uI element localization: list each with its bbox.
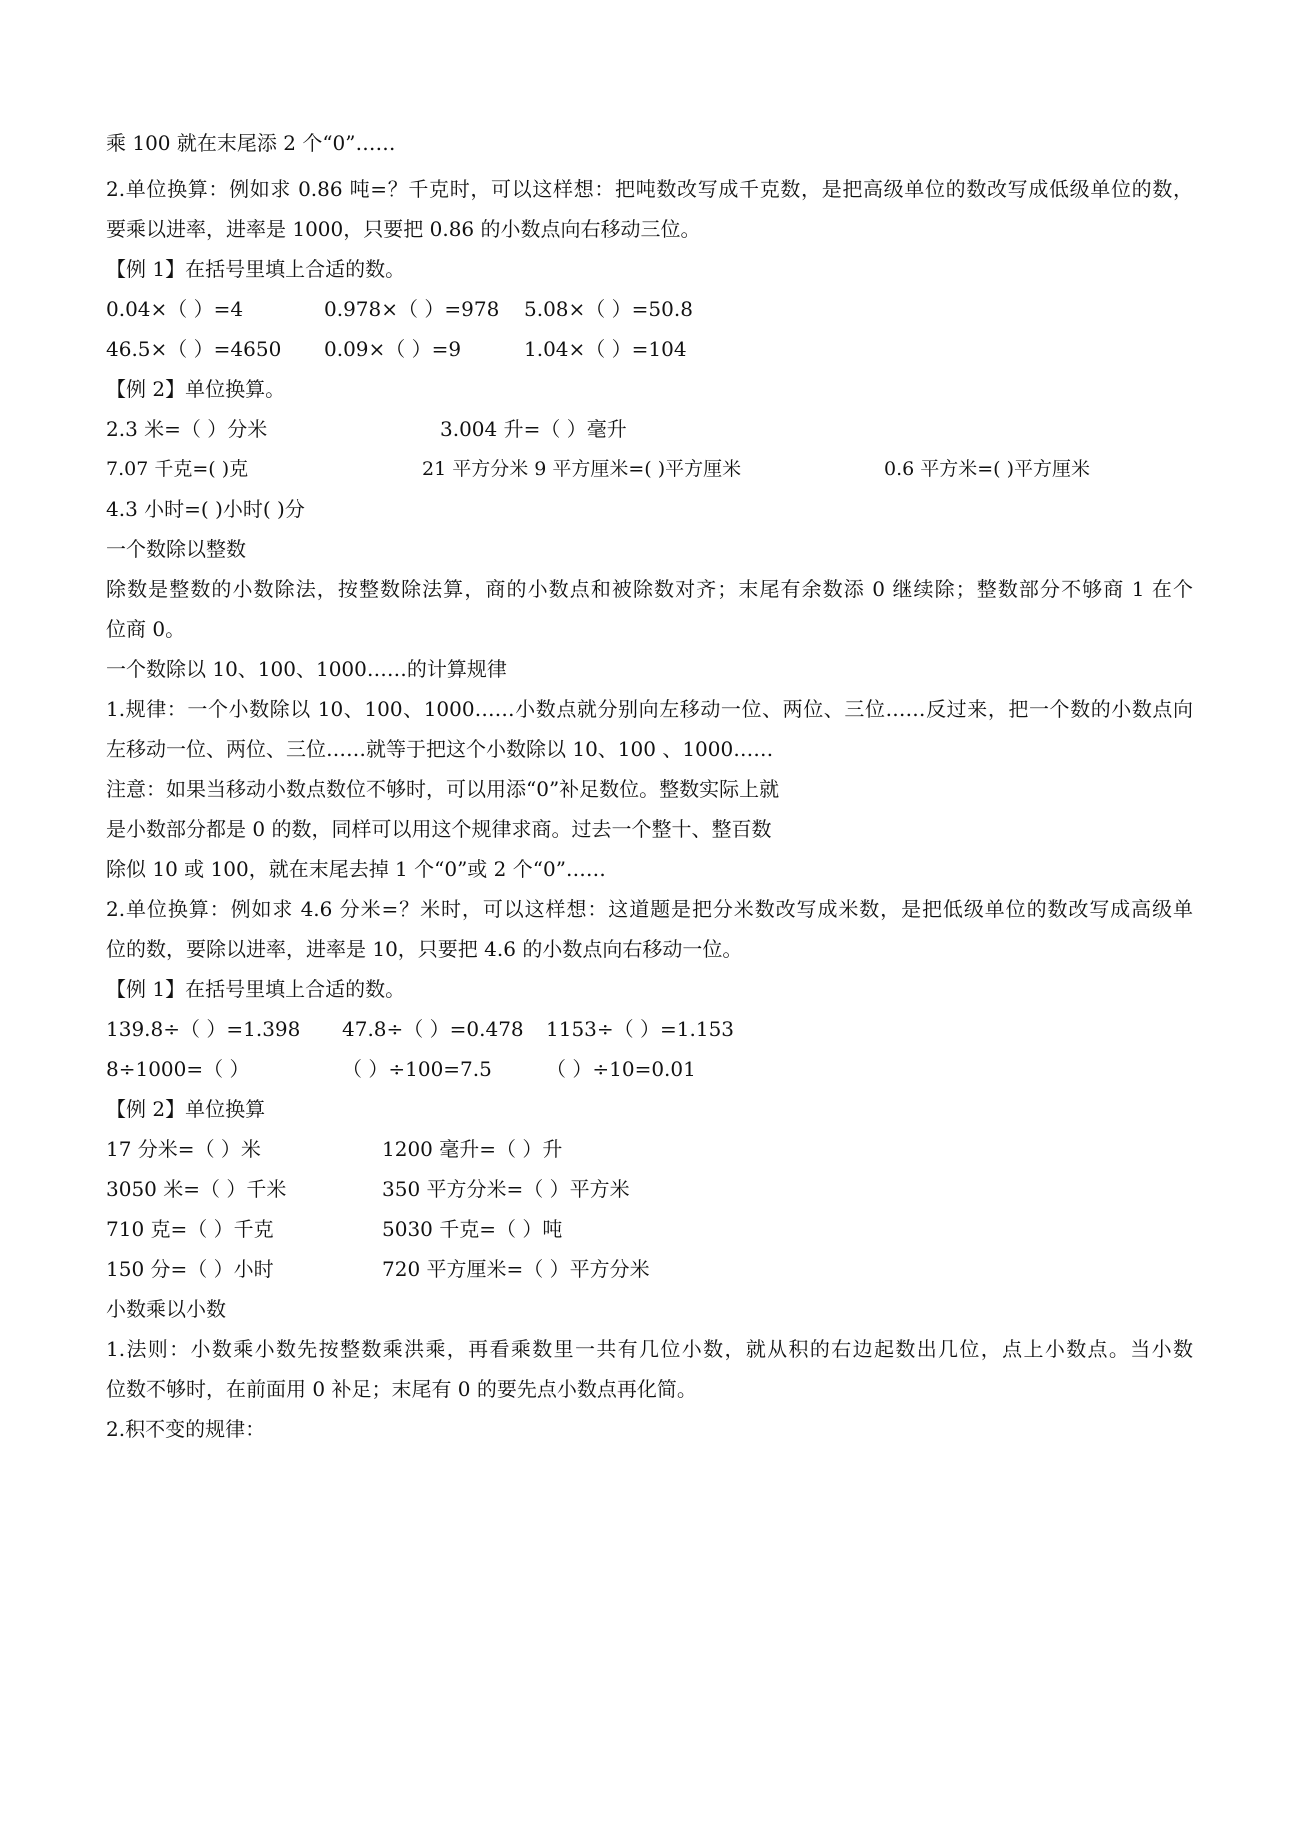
example-heading: 【例 1】在括号里填上合适的数。 <box>106 977 406 1001</box>
exercise-item: 0.04×（ ）=4 <box>106 297 244 321</box>
exercise-row <box>106 1256 1193 1282</box>
text-line: 要乘以进率，进率是 1000，只要把 0.86 的小数点向右移动三位。 <box>106 217 701 241</box>
example-heading: 【例 1】在括号里填上合适的数。 <box>106 257 406 281</box>
exercise-row <box>106 1016 1193 1042</box>
exercise-item: 47.8÷（ ）=0.478 <box>342 1017 524 1041</box>
text-line: 1.法则：小数乘小数先按整数乘洪乘，再看乘数里一共有几位小数，就从积的右边起数出几位，点上小数点。当小数 <box>106 1337 1193 1361</box>
exercise-item: 7.07 千克=( )克 <box>106 458 249 480</box>
exercise-item: 350 平方分米=（ ）平方米 <box>382 1177 630 1201</box>
text-line: 位的数，要除以进率，进率是 10，只要把 4.6 的小数点向右移动一位。 <box>106 937 743 961</box>
exercise-row <box>106 1136 1193 1162</box>
exercise-item: 1.04×（ ）=104 <box>524 337 687 361</box>
text-line: 1.规律：一个小数除以 10、100、1000……小数点就分别向左移动一位、两位、三位……反过来，把一个数的小数点向 <box>106 697 1193 721</box>
text-line: 是小数部分都是 0 的数，同样可以用这个规律求商。过去一个整十、整百数 <box>106 817 772 841</box>
section-heading: 小数乘以小数 <box>106 1297 226 1321</box>
exercise-item: 0.09×（ ）=9 <box>324 337 462 361</box>
exercise-row <box>106 1216 1193 1242</box>
text-line: 乘 100 就在末尾添 2 个“0”…… <box>106 131 396 155</box>
exercise-item: 17 分米=（ ）米 <box>106 1137 261 1161</box>
text-line: 左移动一位、两位、三位……就等于把这个小数除以 10、100 、1000…… <box>106 737 774 761</box>
text-line: 2.单位换算：例如求 0.86 吨=？千克时，可以这样想：把吨数改写成千克数，是把高级单位的数改写成低级单位的数， <box>106 177 1193 201</box>
exercise-item: 8÷1000=（ ） <box>106 1057 250 1081</box>
exercise-item: 0.6 平方米=( )平方厘米 <box>884 458 1091 480</box>
exercise-item: 710 克=（ ）千克 <box>106 1217 274 1241</box>
section-heading: 一个数除以整数 <box>106 537 246 561</box>
exercise-row <box>106 1176 1193 1202</box>
exercise-row <box>106 336 1193 362</box>
exercise-row <box>106 1056 1193 1082</box>
exercise-item: 139.8÷（ ）=1.398 <box>106 1017 301 1041</box>
exercise-item: 3050 米=（ ）千米 <box>106 1177 287 1201</box>
exercise-item: 5.08×（ ）=50.8 <box>524 297 693 321</box>
exercise-item: 46.5×（ ）=4650 <box>106 337 282 361</box>
exercise-row <box>106 416 1193 442</box>
text-line: 除似 10 或 100，就在末尾去掉 1 个“0”或 2 个“0”…… <box>106 857 606 881</box>
text-line: 除数是整数的小数除法，按整数除法算，商的小数点和被除数对齐；末尾有余数添 0 继续除；整数部分不够商 1 在个 <box>106 577 1193 601</box>
text-line: 4.3 小时=( )小时( )分 <box>106 497 305 521</box>
exercise-item: 3.004 升=（ ）毫升 <box>440 417 627 441</box>
exercise-item: （ ）÷100=7.5 <box>342 1057 492 1081</box>
text-line: 位数不够时，在前面用 0 补足；末尾有 0 的要先点小数点再化简。 <box>106 1377 697 1401</box>
exercise-item: 150 分=（ ）小时 <box>106 1257 274 1281</box>
exercise-item: 21 平方分米 9 平方厘米=( )平方厘米 <box>422 458 742 480</box>
text-line: 2.积不变的规律： <box>106 1417 266 1441</box>
exercise-item: 1200 毫升=（ ）升 <box>382 1137 563 1161</box>
text-line: 2.单位换算：例如求 4.6 分米=？米时，可以这样想：这道题是把分米数改写成米数，是把低级单位的数改写成高级单 <box>106 897 1193 921</box>
text-line: 注意：如果当移动小数点数位不够时，可以用添“0”补足数位。整数实际上就 <box>106 777 780 801</box>
exercise-item: （ ）÷10=0.01 <box>546 1057 696 1081</box>
exercise-item: 5030 千克=（ ）吨 <box>382 1217 563 1241</box>
text-line: 位商 0。 <box>106 617 186 641</box>
exercise-row <box>106 456 1193 482</box>
example-heading: 【例 2】单位换算。 <box>106 377 286 401</box>
section-heading: 一个数除以 10、100、1000……的计算规律 <box>106 657 507 681</box>
exercise-row <box>106 296 1193 322</box>
example-heading: 【例 2】单位换算 <box>106 1097 266 1121</box>
exercise-item: 2.3 米=（ ）分米 <box>106 417 268 441</box>
exercise-item: 720 平方厘米=（ ）平方分米 <box>382 1257 650 1281</box>
exercise-item: 0.978×（ ）=978 <box>324 297 500 321</box>
exercise-item: 1153÷（ ）=1.153 <box>546 1017 735 1041</box>
